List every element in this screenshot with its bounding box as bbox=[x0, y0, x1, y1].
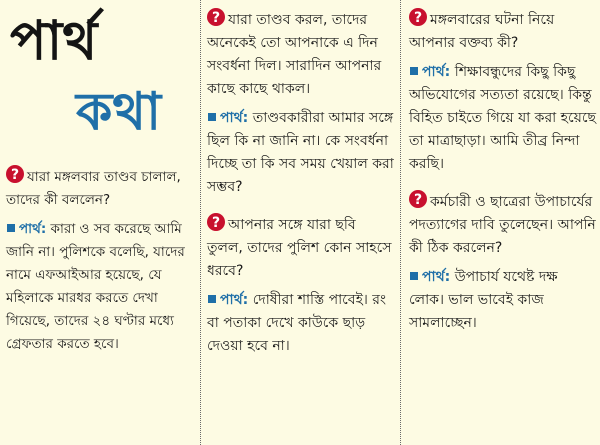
question-1 bbox=[6, 165, 194, 212]
answer-3 bbox=[207, 289, 394, 358]
square-bullet-icon bbox=[208, 295, 216, 303]
answer-text: দোষীরা শাস্তি পাবেই। রং বা পতাকা দেখে কাউকে ছাড় দেওয়া হবে না। bbox=[207, 292, 387, 354]
question-5 bbox=[409, 190, 596, 260]
speaker-label: পার্থ: bbox=[220, 292, 249, 308]
speaker-label: পার্থ: bbox=[422, 64, 451, 80]
headline-line-1: পার্থ bbox=[10, 8, 98, 72]
svg-text:?: ? bbox=[413, 192, 423, 208]
answer-4 bbox=[409, 61, 596, 176]
speaker-label: পার্থ: bbox=[19, 221, 47, 237]
question-text: মঙ্গলবারের ঘটনা নিয়ে আপনার বক্তব্য কী? bbox=[409, 12, 555, 51]
question-mark-icon bbox=[409, 8, 427, 28]
answer-text: উপাচার্য যথেষ্ট দক্ষ লোক। ভাল ভাবেই কাজ সামলাচ্ছেন। bbox=[409, 269, 558, 331]
svg-text:?: ? bbox=[211, 215, 221, 231]
svg-text:?: ? bbox=[413, 10, 423, 26]
question-2 bbox=[207, 8, 394, 101]
square-bullet-icon bbox=[208, 113, 216, 121]
square-bullet-icon bbox=[7, 224, 15, 232]
speaker-label: পার্থ: bbox=[220, 110, 249, 126]
answer-5 bbox=[409, 266, 596, 335]
answer-text: কারা ও সব করেছে আমি জানি না। পুলিশকে বলেছি, যাদের নামে এফআইআর হয়েছে, যে মহিলাকে মারধর করতে দেখা গিয়েছে, তাদের ২৪ ঘণ্টার মধ্যে গ্রেফতার করতে হবে। bbox=[6, 221, 185, 352]
question-4 bbox=[409, 8, 596, 55]
headline bbox=[6, 0, 194, 165]
question-text: কর্মচারী ও ছাত্রেরা উপাচার্যের পদত্যাগের দাবি তুলেছেন। আপনি কী ঠিক করলেন? bbox=[409, 194, 596, 256]
answer-2 bbox=[207, 107, 394, 199]
speaker-label: পার্থ: bbox=[422, 269, 451, 285]
question-mark-icon bbox=[207, 8, 225, 28]
square-bullet-icon bbox=[410, 272, 418, 280]
answer-text: তাণ্ডবকারীরা আমার সঙ্গে ছিল কি না জানি না। কে সংবর্ধনা দিচ্ছে তা কি সব সময় খেয়াল করা সম্ভব? bbox=[207, 110, 394, 195]
answer-1 bbox=[6, 218, 194, 356]
svg-text:?: ? bbox=[211, 10, 221, 26]
square-bullet-icon bbox=[410, 67, 418, 75]
question-3 bbox=[207, 213, 394, 283]
question-text: আপনার সঙ্গে যারা ছবি তুলল, তাদের পুলিশ কোন সাহসে ধরবে? bbox=[207, 217, 392, 279]
question-text: যারা মঙ্গলবার তাণ্ডব চালাল, তাদের কী বললেন? bbox=[6, 169, 181, 208]
question-mark-icon bbox=[409, 190, 427, 210]
headline-line-2: কথা bbox=[76, 81, 162, 142]
question-mark-icon bbox=[207, 213, 225, 233]
question-mark-icon bbox=[6, 165, 24, 185]
answer-text: শিক্ষাবন্ধুদের কিছু কিছু অভিযোগের সত্যতা রয়েছে। কিন্তু বিহিত চাইতে গিয়ে যা করা হয়েছে তা মাত্রাছাড়া। আমি তীব্র নিন্দা করছি। bbox=[409, 64, 597, 172]
column-1 bbox=[0, 0, 198, 445]
column-3 bbox=[400, 0, 600, 445]
question-text: যারা তাণ্ডব করল, তাদের অনেকেই তো আপনাকে এ দিন সংবর্ধনা দিল। সারাদিন আপনার কাছে কাছে থাকল। bbox=[207, 12, 382, 97]
svg-text:?: ? bbox=[10, 167, 20, 183]
column-2 bbox=[200, 0, 398, 445]
